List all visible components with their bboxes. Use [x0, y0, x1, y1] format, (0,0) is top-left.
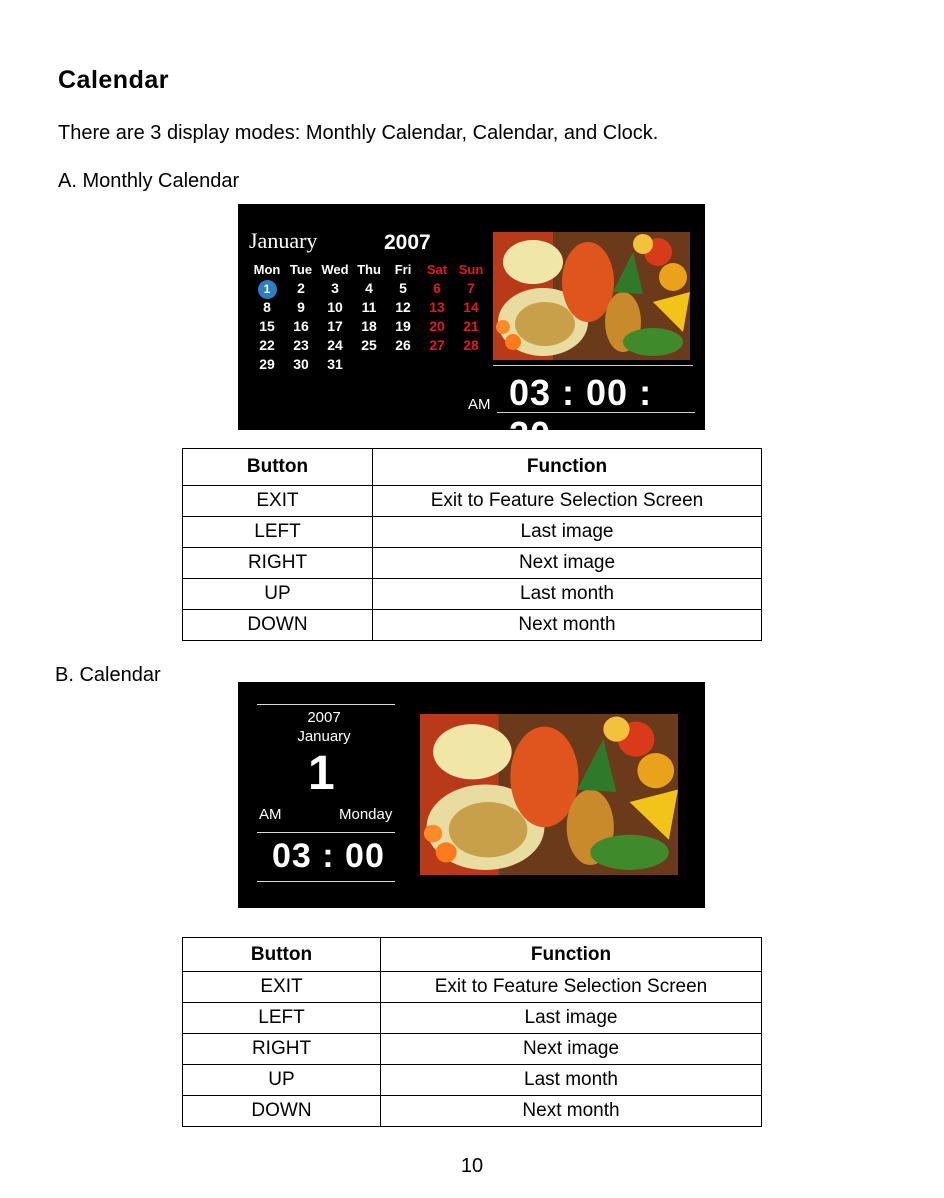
clock-ampm: AM [468, 396, 491, 413]
button-function-table-a [182, 448, 762, 641]
calendar-day-cell: 11 [361, 299, 377, 315]
calendar-day: 1 [308, 747, 335, 800]
clock-divider-bottom [497, 412, 695, 413]
table-row [183, 579, 762, 610]
calendar-day-cell: 8 [263, 299, 271, 315]
function-cell: Last image [373, 517, 762, 548]
function-cell: Next month [373, 610, 762, 641]
weekday-label: Fri [394, 262, 412, 277]
weekday-label: Mon [253, 262, 281, 277]
calendar-year: 2007 [307, 709, 341, 726]
calendar-week-row [250, 336, 488, 355]
calendar-day-cell: 15 [259, 318, 275, 334]
calendar-day-cell [386, 355, 420, 374]
table-row [183, 548, 762, 579]
fruit-photo [420, 714, 678, 875]
calendar-day-cell: 30 [293, 356, 309, 372]
button-cell: RIGHT [183, 1034, 381, 1065]
calendar-week-row [250, 298, 488, 317]
divider-top [257, 704, 395, 705]
calendar-day-cell: 18 [361, 318, 377, 334]
table-row [183, 972, 762, 1003]
calendar-day-cell: 24 [327, 337, 343, 353]
intro-text: There are 3 display modes: Monthly Calendar, Calendar, and Clock. [58, 122, 659, 144]
calendar-day-cell: 14 [463, 299, 479, 315]
calendar-day-cell: 27 [429, 337, 445, 353]
calendar-day-cell: 5 [399, 280, 407, 296]
clock-time: 03 : 00 [272, 837, 385, 875]
button-cell: LEFT [183, 1003, 381, 1034]
calendar-week-row [250, 279, 488, 298]
function-cell: Exit to Feature Selection Screen [373, 486, 762, 517]
calendar-day-cell: 21 [463, 318, 479, 334]
calendar-screen [238, 682, 705, 908]
weekday-label: Thu [357, 262, 381, 277]
table-row [183, 1003, 762, 1034]
highlighted-day: 1 [258, 280, 277, 299]
clock-time: 03 : 00 : 20 [509, 372, 653, 455]
page-number: 10 [460, 1155, 484, 1177]
weekday-header-row [250, 260, 488, 279]
calendar-week-row [250, 317, 488, 336]
calendar-day-cell [420, 355, 454, 374]
button-cell: EXIT [183, 972, 381, 1003]
calendar-day-cell: 3 [331, 280, 339, 296]
table-row [183, 1065, 762, 1096]
calendar-weekday: Monday [339, 806, 393, 823]
column-header-function: Function [381, 938, 762, 972]
function-cell: Last image [381, 1003, 762, 1034]
weekday-label: Sat [426, 262, 448, 277]
calendar-day-cell: 6 [433, 280, 441, 296]
button-cell: DOWN [183, 610, 373, 641]
calendar-day-cell: 9 [297, 299, 305, 315]
button-cell: DOWN [183, 1096, 381, 1127]
calendar-day-cell: 29 [259, 356, 275, 372]
column-header-function: Function [373, 449, 762, 486]
page-title: Calendar [58, 66, 169, 94]
table-row [183, 486, 762, 517]
button-cell: EXIT [183, 486, 373, 517]
divider-middle [257, 832, 395, 833]
calendar-day-cell [250, 279, 284, 298]
fruit-photo [493, 232, 690, 360]
calendar-day-cell: 20 [429, 318, 445, 334]
calendar-day-cell: 12 [395, 299, 411, 315]
calendar-day-cell: 26 [395, 337, 411, 353]
calendar-day-cell: 23 [293, 337, 309, 353]
calendar-week-row [250, 355, 488, 374]
weekday-label: Sun [458, 262, 484, 277]
button-cell: UP [183, 579, 373, 610]
button-cell: RIGHT [183, 548, 373, 579]
weekday-label: Tue [289, 262, 313, 277]
calendar-day-cell [352, 355, 386, 374]
calendar-day-cell: 16 [293, 318, 309, 334]
calendar-day-cell: 13 [429, 299, 445, 315]
table-row [183, 1034, 762, 1065]
column-header-button: Button [183, 938, 381, 972]
column-header-button: Button [183, 449, 373, 486]
monthly-calendar-screen [238, 204, 705, 455]
calendar-day-cell: 2 [297, 280, 305, 296]
calendar-day-cell: 28 [463, 337, 479, 353]
calendar-day-cell: 10 [327, 299, 343, 315]
table-row [183, 1096, 762, 1127]
calendar-day-cell [454, 355, 488, 374]
function-cell: Last month [373, 579, 762, 610]
section-a-heading: A. Monthly Calendar [58, 170, 240, 192]
calendar-month: January [249, 228, 318, 253]
calendar-day-cell: 7 [467, 280, 475, 296]
calendar-month: January [297, 728, 351, 745]
calendar-day-cell: 25 [361, 337, 377, 353]
calendar-year: 2007 [384, 231, 431, 254]
divider-bottom [257, 881, 395, 882]
function-cell: Exit to Feature Selection Screen [381, 972, 762, 1003]
function-cell: Last month [381, 1065, 762, 1096]
function-cell: Next month [381, 1096, 762, 1127]
button-cell: UP [183, 1065, 381, 1096]
calendar-grid [250, 260, 488, 374]
button-function-table-b [182, 937, 762, 1127]
clock-divider-top [493, 365, 693, 366]
table-row [183, 517, 762, 548]
table-row [183, 610, 762, 641]
calendar-day-cell: 4 [365, 280, 373, 296]
calendar-day-cell: 19 [395, 318, 411, 334]
weekday-label: Wed [321, 262, 349, 277]
calendar-day-cell: 17 [327, 318, 343, 334]
function-cell: Next image [381, 1034, 762, 1065]
button-cell: LEFT [183, 517, 373, 548]
section-b-heading: B. Calendar [55, 664, 161, 686]
function-cell: Next image [373, 548, 762, 579]
clock-ampm: AM [259, 806, 282, 823]
calendar-day-cell: 31 [327, 356, 343, 372]
calendar-day-cell: 22 [259, 337, 275, 353]
